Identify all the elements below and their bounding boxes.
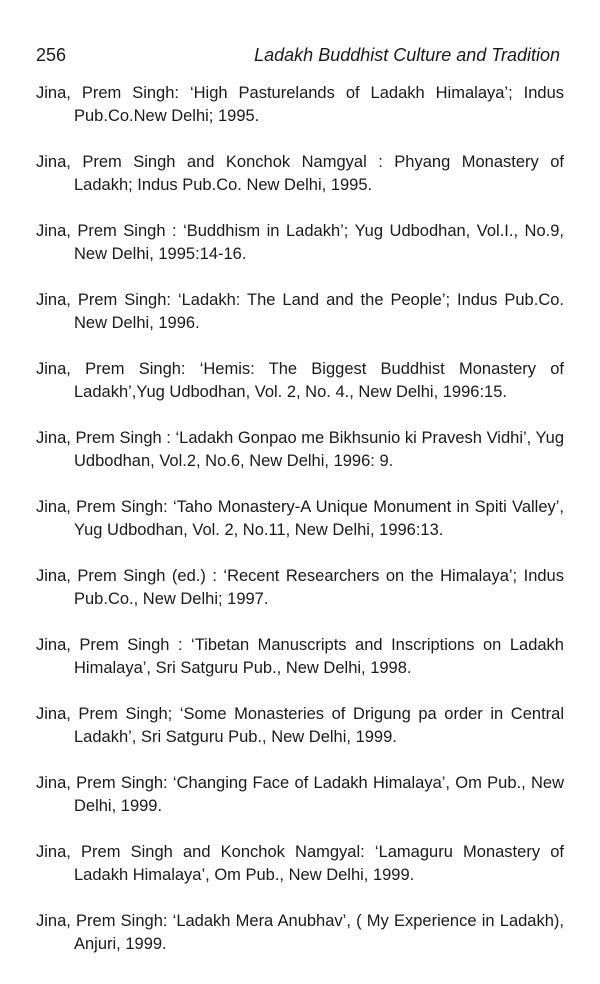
bibliography-list <box>36 82 564 979</box>
bibliography-entry: Jina, Prem Singh : ‘Tibetan Manuscripts and Inscriptions on Ladakh Himalaya’, Sri Satguru Pub., New Delhi, 1998. <box>36 636 564 677</box>
running-head <box>36 42 560 68</box>
bibliography-entry: Jina, Prem Singh and Konchok Namgyal: ‘Lamaguru Monastery of Ladakh Himalaya’, Om Pub., New Delhi, 1999. <box>36 843 564 884</box>
bibliography-entry: Jina, Prem Singh and Konchok Namgyal : Phyang Monastery of Ladakh; Indus Pub.Co. New Delhi, 1995. <box>36 153 564 194</box>
bibliography-entry: Jina, Prem Singh : ‘Ladakh Gonpao me Bikhsunio ki Pravesh Vidhi’, Yug Udbodhan, Vol.2, No.6, New Delhi, 1996: 9. <box>36 429 564 470</box>
bibliography-entry: Jina, Prem Singh: ‘Changing Face of Ladakh Himalaya’, Om Pub., New Delhi, 1999. <box>36 774 564 815</box>
bibliography-entry: Jina, Prem Singh: ‘Ladakh Mera Anubhav’, ( My Experience in Ladakh), Anjuri, 1999. <box>36 912 564 953</box>
bibliography-entry: Jina, Prem Singh (ed.) : ‘Recent Researchers on the Himalaya’; Indus Pub.Co., New Delhi; 1997. <box>36 567 564 608</box>
bibliography-entry: Jina, Prem Singh; ‘Some Monasteries of Drigung pa order in Central Ladakh’, Sri Satguru Pub., New Delhi, 1999. <box>36 705 564 746</box>
page-number: 256 <box>36 45 67 65</box>
bibliography-entry: Jina, Prem Singh: ‘Hemis: The Biggest Buddhist Monastery of Ladakh’,Yug Udbodhan, Vol. 2, No. 4., New Delhi, 1996:15. <box>36 360 564 401</box>
bibliography-entry: Jina, Prem Singh: ‘Ladakh: The Land and the People’; Indus Pub.Co. New Delhi, 1996. <box>36 291 564 332</box>
book-title: Ladakh Buddhist Culture and Tradition <box>254 45 560 65</box>
bibliography-entry: Jina, Prem Singh: ‘High Pasturelands of Ladakh Himalaya’; Indus Pub.Co.New Delhi; 1995. <box>36 84 564 125</box>
bibliography-entry: Jina, Prem Singh: ‘Taho Monastery-A Unique Monument in Spiti Valley’, Yug Udbodhan, Vol. 2, No.11, New Delhi, 1996:13. <box>36 498 564 539</box>
bibliography-entry: Jina, Prem Singh : ‘Buddhism in Ladakh’; Yug Udbodhan, Vol.I., No.9, New Delhi, 1995:14-16. <box>36 222 564 263</box>
